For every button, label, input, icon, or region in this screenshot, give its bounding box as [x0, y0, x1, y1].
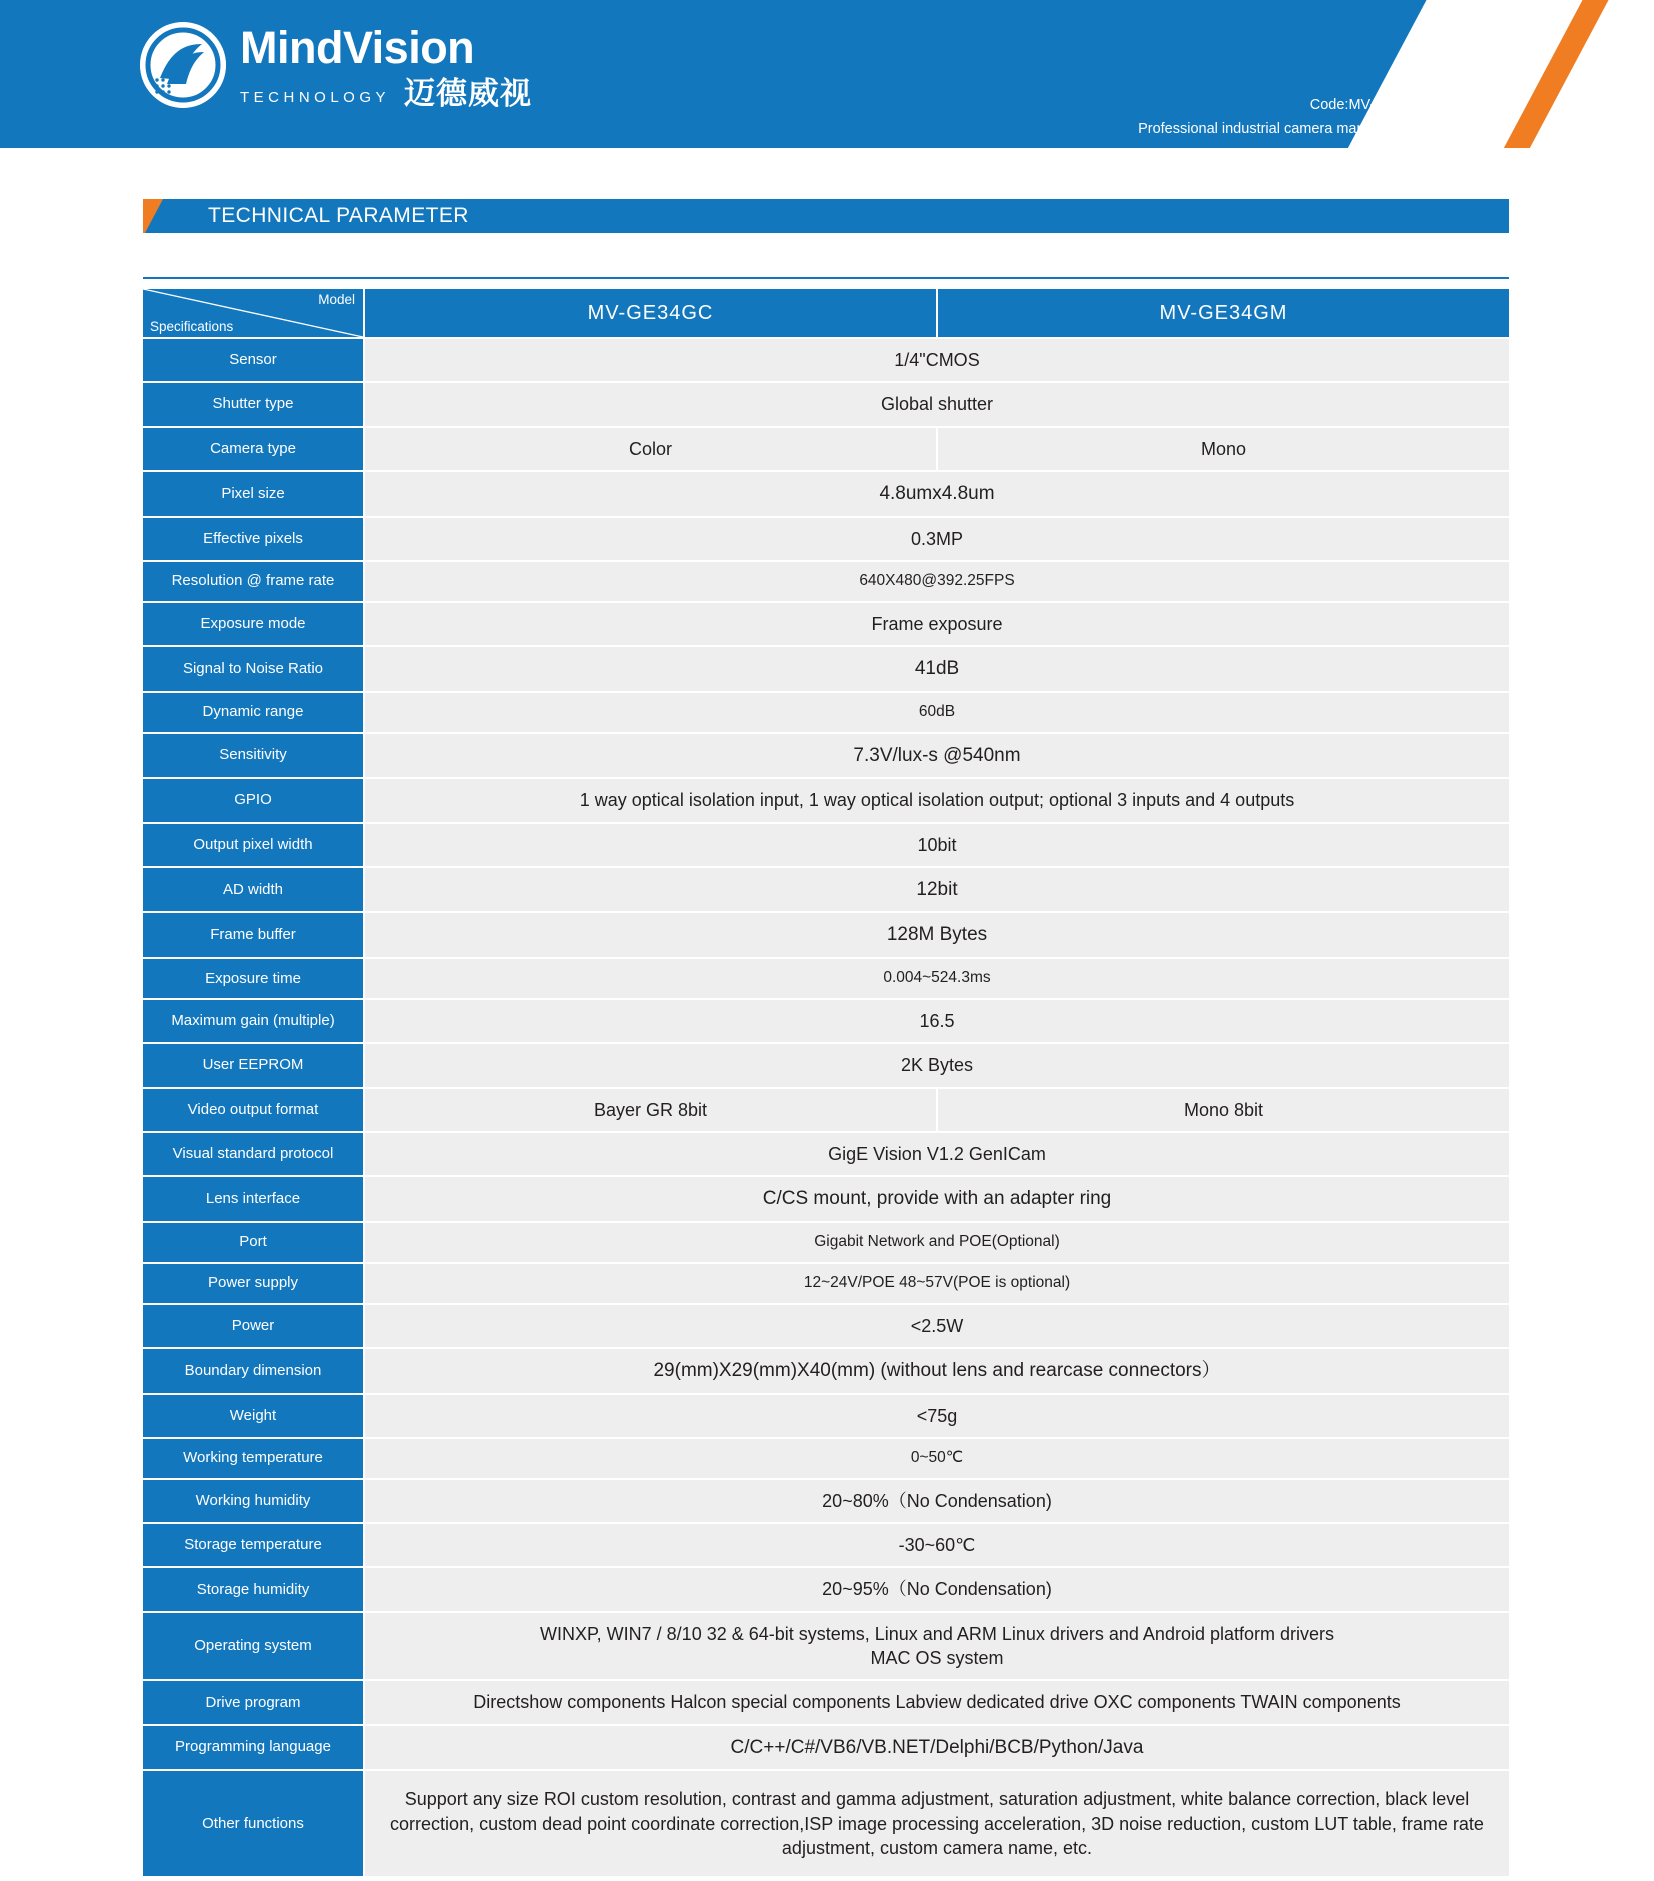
brand-name-chinese: 迈德威视 [404, 76, 533, 111]
row-value-left: Color [363, 428, 936, 470]
section-accent-shape [143, 199, 181, 233]
corner-specs-label: Specifications [150, 319, 234, 334]
table-row [143, 1264, 1509, 1303]
page-title: TECHNICAL PARAMETER [208, 204, 469, 227]
table-row [143, 1000, 1509, 1042]
row-label: Visual standard protocol [143, 1133, 363, 1175]
row-value: GigE Vision V1.2 GenICam [363, 1133, 1509, 1175]
row-label: Pixel size [143, 472, 363, 516]
table-row [143, 518, 1509, 560]
row-label: AD width [143, 868, 363, 912]
row-value: 7.3V/lux-s @540nm [363, 734, 1509, 778]
table-row [143, 339, 1509, 381]
table-row [143, 1177, 1509, 1221]
table-row [143, 428, 1509, 470]
table-row [143, 1524, 1509, 1566]
row-label: Frame buffer [143, 913, 363, 957]
row-label: Boundary dimension [143, 1349, 363, 1393]
row-label: Sensor [143, 339, 363, 381]
table-row [143, 562, 1509, 601]
brand-logo [140, 22, 533, 111]
row-label: GPIO [143, 779, 363, 821]
table-row [143, 472, 1509, 516]
column-header-1: MV-GE34GM [936, 289, 1509, 337]
row-value: WINXP, WIN7 / 8/10 32 & 64-bit systems, Linux and ARM Linux drivers and Android platform drivers MAC OS system [363, 1613, 1509, 1680]
table-row [143, 1223, 1509, 1262]
table-corner-cell [143, 289, 363, 337]
row-value: 640X480@392.25FPS [363, 562, 1509, 601]
header-metadata [1138, 70, 1479, 142]
row-value: 0.3MP [363, 518, 1509, 560]
row-label: Exposure time [143, 959, 363, 998]
corner-model-label: Model [318, 292, 355, 307]
table-row [143, 1133, 1509, 1175]
section-header-body [181, 199, 1509, 233]
table-row [143, 779, 1509, 821]
table-row [143, 383, 1509, 425]
row-label: Port [143, 1223, 363, 1262]
mindvision-logo-icon [140, 22, 226, 108]
row-value: 1 way optical isolation input, 1 way optical isolation output; optional 3 inputs and 4 outputs [363, 779, 1509, 821]
row-value: 12bit [363, 868, 1509, 912]
row-value: 12~24V/POE 48~57V(POE is optional) [363, 1264, 1509, 1303]
table-row [143, 647, 1509, 691]
row-label: Working humidity [143, 1480, 363, 1522]
row-value: 1/4"CMOS [363, 339, 1509, 381]
row-label: Weight [143, 1395, 363, 1437]
table-row [143, 603, 1509, 645]
row-value: 41dB [363, 647, 1509, 691]
brand-name: MindVision [240, 22, 475, 73]
row-label: Lens interface [143, 1177, 363, 1221]
row-value: 0.004~524.3ms [363, 959, 1509, 998]
row-value: Frame exposure [363, 603, 1509, 645]
row-label: Video output format [143, 1089, 363, 1131]
table-row [143, 959, 1509, 998]
table-row [143, 1726, 1509, 1770]
row-value: Global shutter [363, 383, 1509, 425]
table-row [143, 1089, 1509, 1131]
row-label: Output pixel width [143, 824, 363, 866]
row-label: Camera type [143, 428, 363, 470]
row-label: Exposure mode [143, 603, 363, 645]
row-label: Maximum gain (multiple) [143, 1000, 363, 1042]
table-row [143, 1349, 1509, 1393]
specifications-table [143, 287, 1509, 1878]
tagline-text: Professional industrial camera manufacturer in China [1138, 120, 1479, 137]
row-value: 16.5 [363, 1000, 1509, 1042]
row-label: Resolution @ frame rate [143, 562, 363, 601]
table-row [143, 1771, 1509, 1876]
row-value: 128M Bytes [363, 913, 1509, 957]
row-value: 20~95%（No Condensation) [363, 1568, 1509, 1610]
row-value: Directshow components Halcon special components Labview dedicated drive OXC components TWAIN components [363, 1681, 1509, 1723]
row-label: Other functions [143, 1771, 363, 1876]
table-row [143, 1439, 1509, 1478]
column-header-0: MV-GE34GC [363, 289, 936, 337]
row-value: 60dB [363, 693, 1509, 732]
row-value: <75g [363, 1395, 1509, 1437]
row-value: C/CS mount, provide with an adapter ring [363, 1177, 1509, 1221]
table-row [143, 734, 1509, 778]
row-value: Gigabit Network and POE(Optional) [363, 1223, 1509, 1262]
row-value: Support any size ROI custom resolution, contrast and gamma adjustment, saturation adjustment, white balance correction, black level correction, custom dead point coordinate correction,ISP image processing acceleration, 3D noise reduction, custom LUT table, frame rate adjustment, custom camera name, etc. [363, 1771, 1509, 1876]
row-value: C/C++/C#/VB6/VB.NET/Delphi/BCB/Python/Java [363, 1726, 1509, 1770]
table-row [143, 1305, 1509, 1347]
row-value: 4.8umx4.8um [363, 472, 1509, 516]
row-label: User EEPROM [143, 1044, 363, 1086]
table-row [143, 1681, 1509, 1723]
row-value: 0~50℃ [363, 1439, 1509, 1478]
row-label: Operating system [143, 1613, 363, 1680]
table-header-row [143, 289, 1509, 337]
row-label: Storage temperature [143, 1524, 363, 1566]
row-label: Signal to Noise Ratio [143, 647, 363, 691]
code-text: Code:MV-QR-CP-19-0023 [1309, 96, 1479, 113]
row-label: Programming language [143, 1726, 363, 1770]
row-label: Shutter type [143, 383, 363, 425]
row-value-left: Bayer GR 8bit [363, 1089, 936, 1131]
row-label: Power supply [143, 1264, 363, 1303]
row-value: -30~60℃ [363, 1524, 1509, 1566]
table-row [143, 1613, 1509, 1680]
row-value: 10bit [363, 824, 1509, 866]
spec-table-container [143, 277, 1509, 1878]
table-row [143, 693, 1509, 732]
row-label: Sensitivity [143, 734, 363, 778]
row-label: Storage humidity [143, 1568, 363, 1610]
table-row [143, 868, 1509, 912]
table-row [143, 1480, 1509, 1522]
row-value: 29(mm)X29(mm)X40(mm) (without lens and rearcase connectors） [363, 1349, 1509, 1393]
row-value: 20~80%（No Condensation) [363, 1480, 1509, 1522]
table-row [143, 1568, 1509, 1610]
row-label: Dynamic range [143, 693, 363, 732]
table-row [143, 1395, 1509, 1437]
row-label: Working temperature [143, 1439, 363, 1478]
section-header-bar [143, 199, 1509, 233]
row-label: Drive program [143, 1681, 363, 1723]
row-label: Power [143, 1305, 363, 1347]
table-row [143, 913, 1509, 957]
page-header [0, 0, 1654, 148]
row-value-right: Mono 8bit [936, 1089, 1509, 1131]
row-value: <2.5W [363, 1305, 1509, 1347]
row-value: 2K Bytes [363, 1044, 1509, 1086]
table-top-rule [143, 277, 1509, 279]
table-row [143, 824, 1509, 866]
edition-text: Edition:A0 [1412, 73, 1479, 89]
row-value-right: Mono [936, 428, 1509, 470]
brand-technology-label: TECHNOLOGY [240, 89, 391, 106]
table-row [143, 1044, 1509, 1086]
row-label: Effective pixels [143, 518, 363, 560]
